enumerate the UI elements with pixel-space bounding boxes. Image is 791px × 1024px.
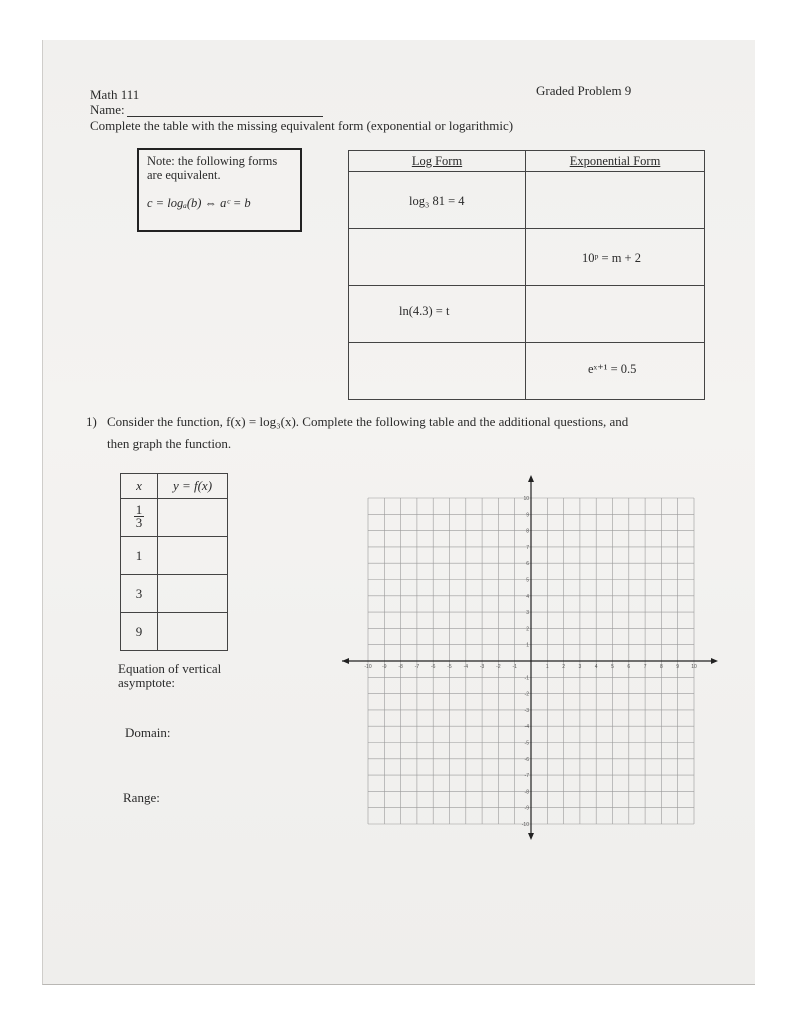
- y-tick-label: 5: [526, 577, 529, 584]
- x-tick-label: -3: [479, 664, 485, 670]
- note-box: [137, 148, 302, 232]
- x-tick-label: 2: [562, 664, 565, 670]
- exp-value: eˣ⁺¹ = 0.5: [588, 362, 637, 376]
- y-cell[interactable]: [158, 575, 228, 613]
- log-cell[interactable]: [349, 172, 526, 229]
- function-header-row: [121, 474, 228, 499]
- x-tick-label: -9: [382, 664, 387, 670]
- conversion-row: [349, 343, 705, 400]
- x-header: x: [121, 474, 158, 499]
- x-cell: 1: [121, 537, 158, 575]
- conversion-row: [349, 286, 705, 343]
- y-tick-label: 1: [526, 642, 529, 649]
- function-table: [120, 473, 228, 651]
- y-axis-down-arrow: [528, 833, 534, 840]
- y-tick-label: 10: [523, 496, 529, 502]
- x-tick-label: -1: [512, 664, 517, 670]
- x-cell: 3: [121, 575, 158, 613]
- y-axis-up-arrow: [528, 475, 534, 482]
- x-tick-label: -2: [496, 664, 501, 670]
- question-line-2: then graph the function.: [107, 436, 232, 451]
- y-tick-label: -2: [524, 691, 529, 698]
- function-row: [121, 537, 228, 575]
- name-blank[interactable]: [127, 105, 323, 117]
- x-tick-label: 7: [643, 664, 647, 670]
- x-tick-label: -10: [364, 664, 372, 670]
- x-axis-left-arrow: [342, 658, 349, 664]
- x-cell: [121, 499, 158, 537]
- y-cell[interactable]: [158, 537, 228, 575]
- y-tick-label: 2: [526, 626, 529, 633]
- name-label: Name:: [90, 102, 125, 117]
- note-text: Note: the following forms are equivalent.: [147, 154, 278, 182]
- log-cell[interactable]: [349, 286, 526, 343]
- y-tick-label: -4: [524, 724, 529, 731]
- x-tick-label: -7: [414, 664, 420, 670]
- x-tick-label: -5: [447, 664, 452, 670]
- conversion-row: [349, 172, 705, 229]
- y-tick-label: -3: [524, 707, 529, 714]
- x-tick-label: -8: [398, 664, 403, 670]
- conversion-row: [349, 229, 705, 286]
- y-cell[interactable]: [158, 613, 228, 651]
- fraction: [134, 504, 145, 529]
- x-axis-right-arrow: [711, 658, 718, 664]
- y-tick-label: 9: [526, 512, 529, 519]
- question-number: 1): [86, 414, 97, 429]
- y-tick-label: -5: [524, 740, 529, 747]
- function-row: [121, 575, 228, 613]
- problem-title: Graded Problem 9: [536, 83, 632, 98]
- function-row: [121, 613, 228, 651]
- exp-value: 10ᵖ = m + 2: [582, 251, 641, 265]
- asymptote-question: [118, 662, 221, 690]
- log-form-header: Log Form: [349, 151, 526, 172]
- function-row: [121, 499, 228, 537]
- y-tick-label: 8: [526, 528, 529, 535]
- coordinate-graph[interactable]: [340, 475, 720, 855]
- exp-cell[interactable]: [526, 286, 705, 343]
- note-formula: c = logₐ(b) ⇔ aᶜ = b: [147, 196, 251, 210]
- x-tick-label: 6: [627, 664, 631, 670]
- x-tick-label: 10: [691, 664, 697, 670]
- y-tick-label: 4: [526, 593, 529, 600]
- x-cell: 9: [121, 613, 158, 651]
- log-cell[interactable]: [349, 343, 526, 400]
- name-row: [90, 103, 323, 117]
- asymptote-label-line-2: asymptote:: [118, 675, 176, 690]
- exp-cell[interactable]: [526, 343, 705, 400]
- y-tick-label: -7: [524, 773, 529, 780]
- fraction-denominator: 3: [135, 515, 143, 530]
- log-value: log₃ 81 = 4: [409, 194, 465, 208]
- x-tick-label: 4: [594, 664, 598, 670]
- exp-cell[interactable]: [526, 229, 705, 286]
- x-tick-label: 5: [611, 664, 614, 670]
- x-tick-label: -6: [430, 664, 436, 670]
- x-tick-label: 9: [676, 664, 680, 670]
- x-tick-label: 1: [545, 664, 549, 670]
- x-tick-label: 3: [578, 664, 582, 670]
- y-tick-label: 6: [526, 561, 529, 568]
- y-tick-label: -6: [524, 756, 529, 763]
- y-tick-label: 3: [526, 610, 529, 617]
- y-header: y = f(x): [158, 474, 228, 499]
- x-tick-label: -4: [463, 664, 469, 670]
- question-line-1: Consider the function, f(x) = log₃(x). Complete the following table and the additional questions, and: [107, 414, 629, 429]
- exp-cell[interactable]: [526, 172, 705, 229]
- instructions: Complete the table with the missing equivalent form (exponential or logarithmic): [90, 118, 514, 133]
- x-tick-label: 8: [660, 664, 663, 670]
- y-tick-label: -9: [524, 805, 529, 812]
- conversion-table: [348, 150, 705, 400]
- log-value: ln(4.3) = t: [399, 304, 450, 318]
- y-tick-label: -10: [521, 822, 529, 828]
- conversion-header-row: [349, 151, 705, 172]
- range-label: Range:: [123, 790, 160, 805]
- y-tick-label: 7: [526, 544, 529, 551]
- asymptote-label-line-1: Equation of vertical: [118, 661, 222, 676]
- course-label: Math 111: [90, 87, 140, 102]
- domain-label: Domain:: [125, 725, 171, 740]
- y-tick-label: -1: [524, 675, 529, 682]
- y-cell[interactable]: [158, 499, 228, 537]
- log-cell[interactable]: [349, 229, 526, 286]
- fraction-numerator: 1: [135, 502, 143, 517]
- y-tick-label: -8: [524, 789, 529, 796]
- exponential-form-header: Exponential Form: [526, 151, 705, 172]
